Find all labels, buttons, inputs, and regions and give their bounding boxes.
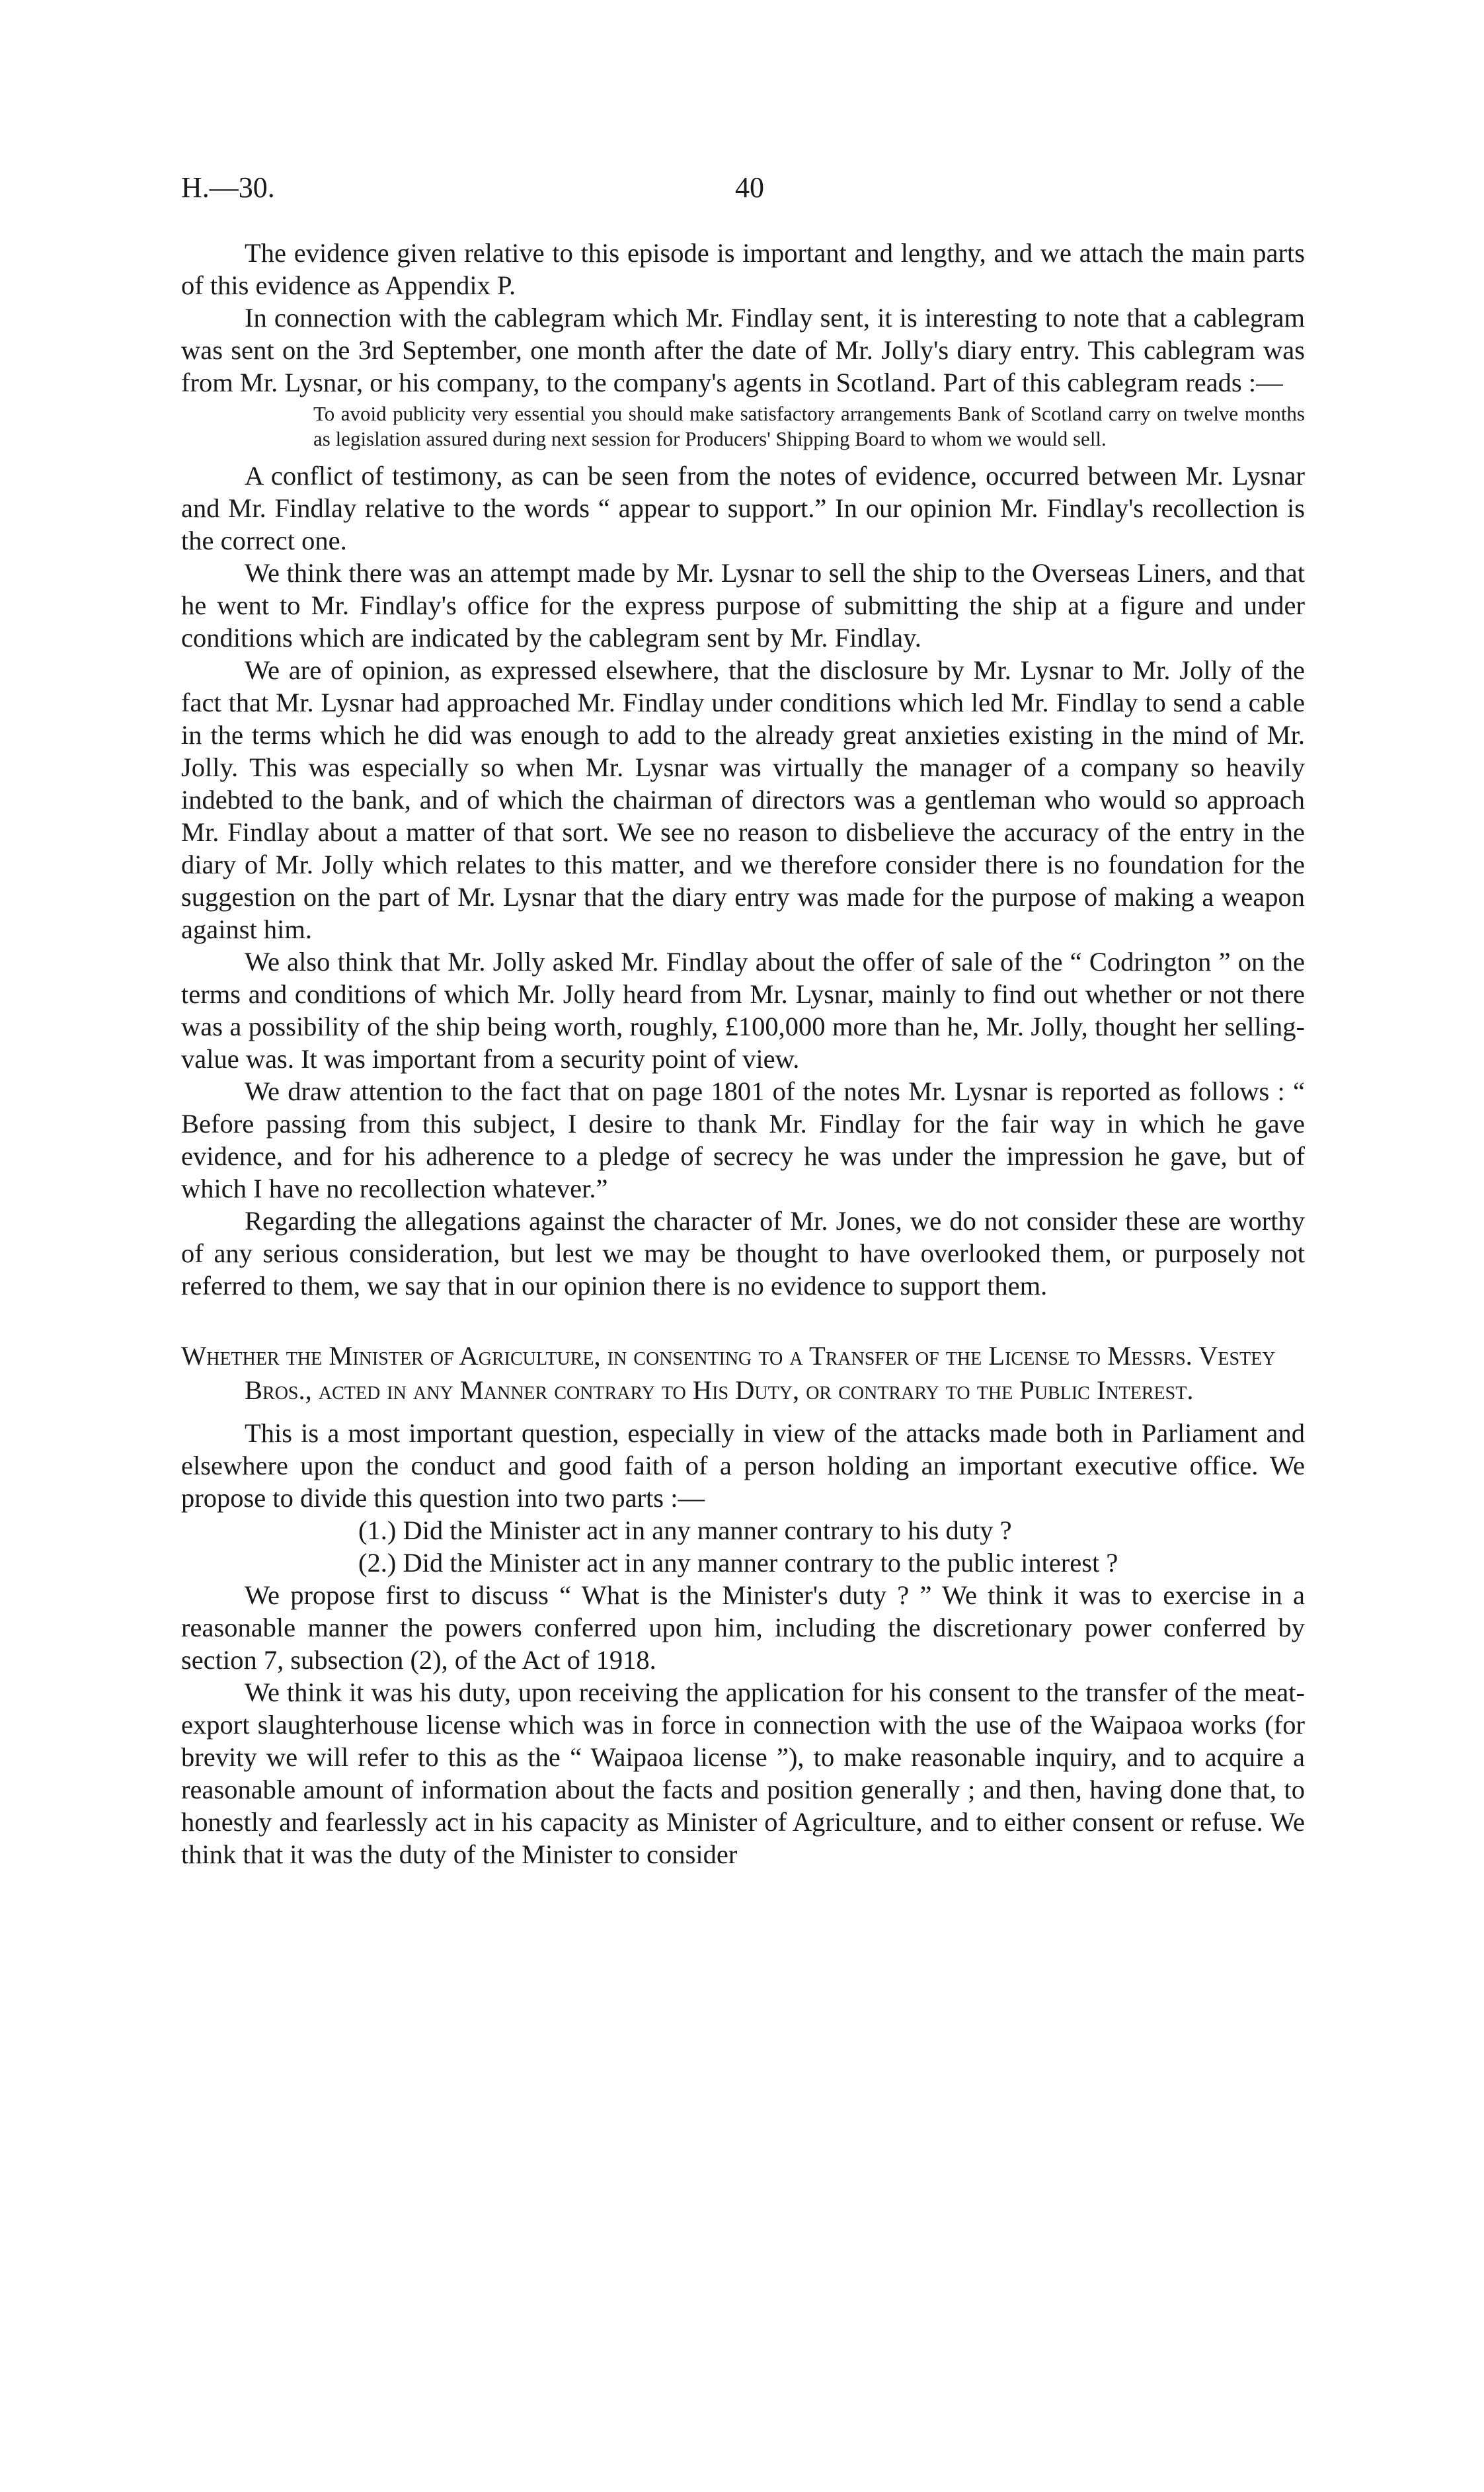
document-body (181, 237, 1305, 1870)
paragraph-cablegram-intro: In connection with the cablegram which Mr. Findlay sent, it is interesting to note that a cablegram was sent on the 3rd September, one month after the date of Mr. Jolly's diary entry. This cablegram was from Mr. Lysnar, or his company, to the company's agents in Scotland. Part of this cablegram reads :— (181, 303, 1305, 397)
paragraph-codrington-offer: We also think that Mr. Jolly asked Mr. Findlay about the offer of sale of the “ Codrington ” on the terms and conditions of which Mr. Jolly heard from Mr. Lysnar, mainly to find out whether or not there was a possibility of the ship being worth, roughly, £100,000 more than he, Mr. Jolly, thought her selling-value was. It was important from a security point of view. (181, 947, 1305, 1074)
paragraph-allegations-jones: Regarding the allegations against the character of Mr. Jones, we do not consider these are worthy of any serious consideration, but lest we may be thought to have overlooked them, or purposely not referred to them, we say that in our opinion there is no evidence to support them. (181, 1206, 1305, 1301)
paragraph-page-1801: We draw attention to the fact that on page 1801 of the notes Mr. Lysnar is reported as follows : “ Before passing from this subject, I desire to thank Mr. Findlay for the fair way in which he gave evidence, and for his adherence to a pledge of secrecy he was under the impression he gave, but of which I have no recollection whatever.” (181, 1076, 1305, 1203)
paragraph-important-question: This is a most important question, especially in view of the attacks made both in Parliament and elsewhere upon the conduct and good faith of a person holding an important executive office. We propose to divide this question into two parts :— (181, 1418, 1305, 1513)
section-heading (181, 1339, 1305, 1408)
paragraph-minister-duty: We propose first to discuss “ What is the Minister's duty ? ” We think it was to exercise in a reasonable manner the powers conferred upon him, including the discretionary power conferred by section 7, subsection (2), of the Act of 1918. (181, 1580, 1305, 1675)
section-heading-text: Whether the Minister of Agriculture, in consenting to a Transfer of the License to Messrs. Vestey Bros., acted in any Manner contrary to His Duty, or contrary to the Public Interest. (181, 1341, 1276, 1405)
page-header (181, 171, 1305, 217)
paragraph-waipaoa-license: We think it was his duty, upon receiving the application for his consent to the transfer of the meat-export slaughterhouse license which was in force in connection with the use of the Waipaoa works (for brevity we will refer to this as the “ Waipaoa license ”), to make reasonable inquiry, and to acquire a reasonable amount of information about the facts and position generally ; and then, having done that, to honestly and fearlessly act in his capacity as Minister of Agriculture, and to either consent or refuse. We think that it was the duty of the Minister to consider (181, 1677, 1305, 1869)
cablegram-quote-text: To avoid publicity very essential you should make satisfactory arrangements Bank of Scotland carry on twelve months as legislation assured during next session for Producers' Shipping Board to whom we would sell. (313, 402, 1305, 450)
question-list-item-1: (1.) Did the Minister act in any manner contrary to his duty ? (358, 1515, 1012, 1545)
paragraph-conflict-testimony: A conflict of testimony, as can be seen from the notes of evidence, occurred between Mr. Lysnar and Mr. Findlay relative to the words “ appear to support.” In our opinion Mr. Findlay's recollection is the correct one. (181, 461, 1305, 555)
paragraph-evidence-appendix: The evidence given relative to this episode is important and lengthy, and we attach the main parts of this evidence as Appendix P. (181, 238, 1305, 300)
document-reference: H.—30. (181, 171, 275, 204)
cablegram-quote (181, 401, 1305, 452)
page-number: 40 (735, 171, 764, 204)
question-list-item-2: (2.) Did the Minister act in any manner contrary to the public interest ? (358, 1548, 1118, 1578)
paragraph-disclosure-opinion: We are of opinion, as expressed elsewhere, that the disclosure by Mr. Lysnar to Mr. Jolly of the fact that Mr. Lysnar had approached Mr. Findlay under conditions which led Mr. Findlay to send a cable in the terms which he did was enough to add to the already great anxieties existing in the mind of Mr. Jolly. This was especially so when Mr. Lysnar was virtually the manager of a company so heavily indebted to the bank, and of which the chairman of directors was a gentleman who would so approach Mr. Findlay about a matter of that sort. We see no reason to disbelieve the accuracy of the entry in the diary of Mr. Jolly which relates to this matter, and we therefore consider there is no foundation for the suggestion on the part of Mr. Lysnar that the diary entry was made for the purpose of making a weapon against him. (181, 655, 1305, 944)
paragraph-sale-attempt: We think there was an attempt made by Mr. Lysnar to sell the ship to the Overseas Liners, and that he went to Mr. Findlay's office for the express purpose of submitting the ship at a figure and under conditions which are indicated by the cablegram sent by Mr. Findlay. (181, 558, 1305, 653)
